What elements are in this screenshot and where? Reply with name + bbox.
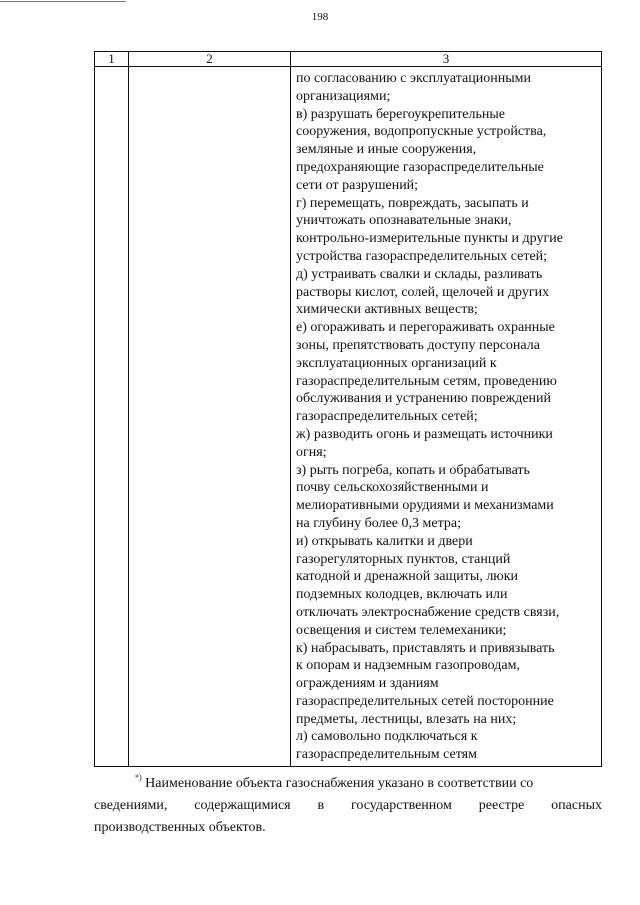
footnote-line-3: производственных объектов.	[94, 820, 266, 835]
text-line: зоны, препятствовать доступу персонала	[296, 337, 540, 353]
footnote-line-2: сведениями, содержащимися в государственном реестре опасных	[94, 798, 602, 813]
text-line: газорегуляторных пунктов, станций	[296, 551, 511, 567]
text-line: предохраняющие газораспределительные	[296, 159, 544, 175]
text-line: д) устраивать свалки и склады, разливать	[296, 266, 543, 282]
text-line: подземных колодцев, включать или	[296, 587, 508, 603]
text-line: земляные и иные сооружения,	[296, 142, 477, 158]
column-header-2: 2	[129, 52, 291, 67]
text-line: по согласованию с эксплуатационными	[296, 71, 531, 86]
text-line: огня;	[296, 444, 327, 460]
text-line: к опорам и надземным газопроводам,	[296, 658, 520, 674]
text-line: газораспределительных сетей;	[296, 409, 478, 425]
page-number: 198	[311, 11, 329, 23]
text-line: отключать электроснабжение средств связи,	[296, 604, 560, 620]
text-line: газораспределительным сетям	[296, 747, 477, 763]
text-line: на глубину более 0,3 метра;	[296, 515, 461, 531]
text-line: уничтожать опознавательные знаки,	[296, 213, 512, 229]
text-line: и) открывать калитки и двери	[296, 533, 473, 549]
text-line: организациями;	[296, 88, 391, 104]
text-line: катодной и дренажной защиты, люки	[296, 569, 519, 585]
column-header-3: 3	[291, 52, 602, 67]
text-line: газораспределительных сетей посторонние	[296, 693, 554, 709]
text-line: сети от разрушений;	[296, 177, 419, 193]
text-line: химически активных веществ;	[296, 302, 478, 318]
text-line: предметы, лестницы, влезать на них;	[296, 711, 517, 727]
text-line: к) набрасывать, приставлять и привязывать	[296, 640, 555, 656]
footnote	[94, 767, 602, 839]
column-header-1: 1	[95, 52, 129, 67]
text-line: растворы кислот, солей, щелочей и других	[296, 284, 550, 300]
text-line: почву сельскохозяйственными и	[296, 480, 489, 496]
text-line: в) разрушать берегоукрепительные	[296, 106, 506, 122]
footnote-marker: *)	[135, 773, 142, 782]
text-line: обслуживания и устранению повреждений	[296, 391, 552, 407]
text-line: контрольно-измерительные пункты и другие	[296, 231, 563, 247]
text-line: з) рыть погреба, копать и обрабатывать	[296, 462, 530, 478]
content-table	[94, 51, 602, 767]
table-row	[95, 67, 602, 767]
column-1-cell	[95, 67, 129, 767]
column-3-cell	[291, 67, 602, 767]
text-line: устройства газораспределительных сетей;	[296, 248, 548, 264]
text-line: освещения и систем телемеханики;	[296, 622, 507, 638]
text-line: газораспределительным сетям, проведению	[296, 373, 557, 389]
text-line: ограждениям и зданиям	[296, 676, 439, 692]
column-2-cell	[129, 67, 291, 767]
table-header-row	[95, 52, 602, 67]
text-line: е) огораживать и перегораживать охранные	[296, 320, 555, 336]
text-line: ж) разводить огонь и размещать источники	[296, 426, 553, 442]
text-line: г) перемещать, повреждать, засыпать и	[296, 195, 529, 211]
text-line: сооружения, водопропускные устройства,	[296, 124, 547, 140]
text-line: мелиоративными орудиями и механизмами	[296, 498, 554, 514]
footnote-line-1	[94, 767, 602, 795]
text-line: эксплуатационных организаций к	[296, 355, 497, 371]
header-rule	[0, 1, 126, 2]
footnote-text-1: Наименование объекта газоснабжения указано в соответствии со	[145, 776, 534, 791]
text-line: л) самовольно подключаться к	[296, 729, 478, 745]
